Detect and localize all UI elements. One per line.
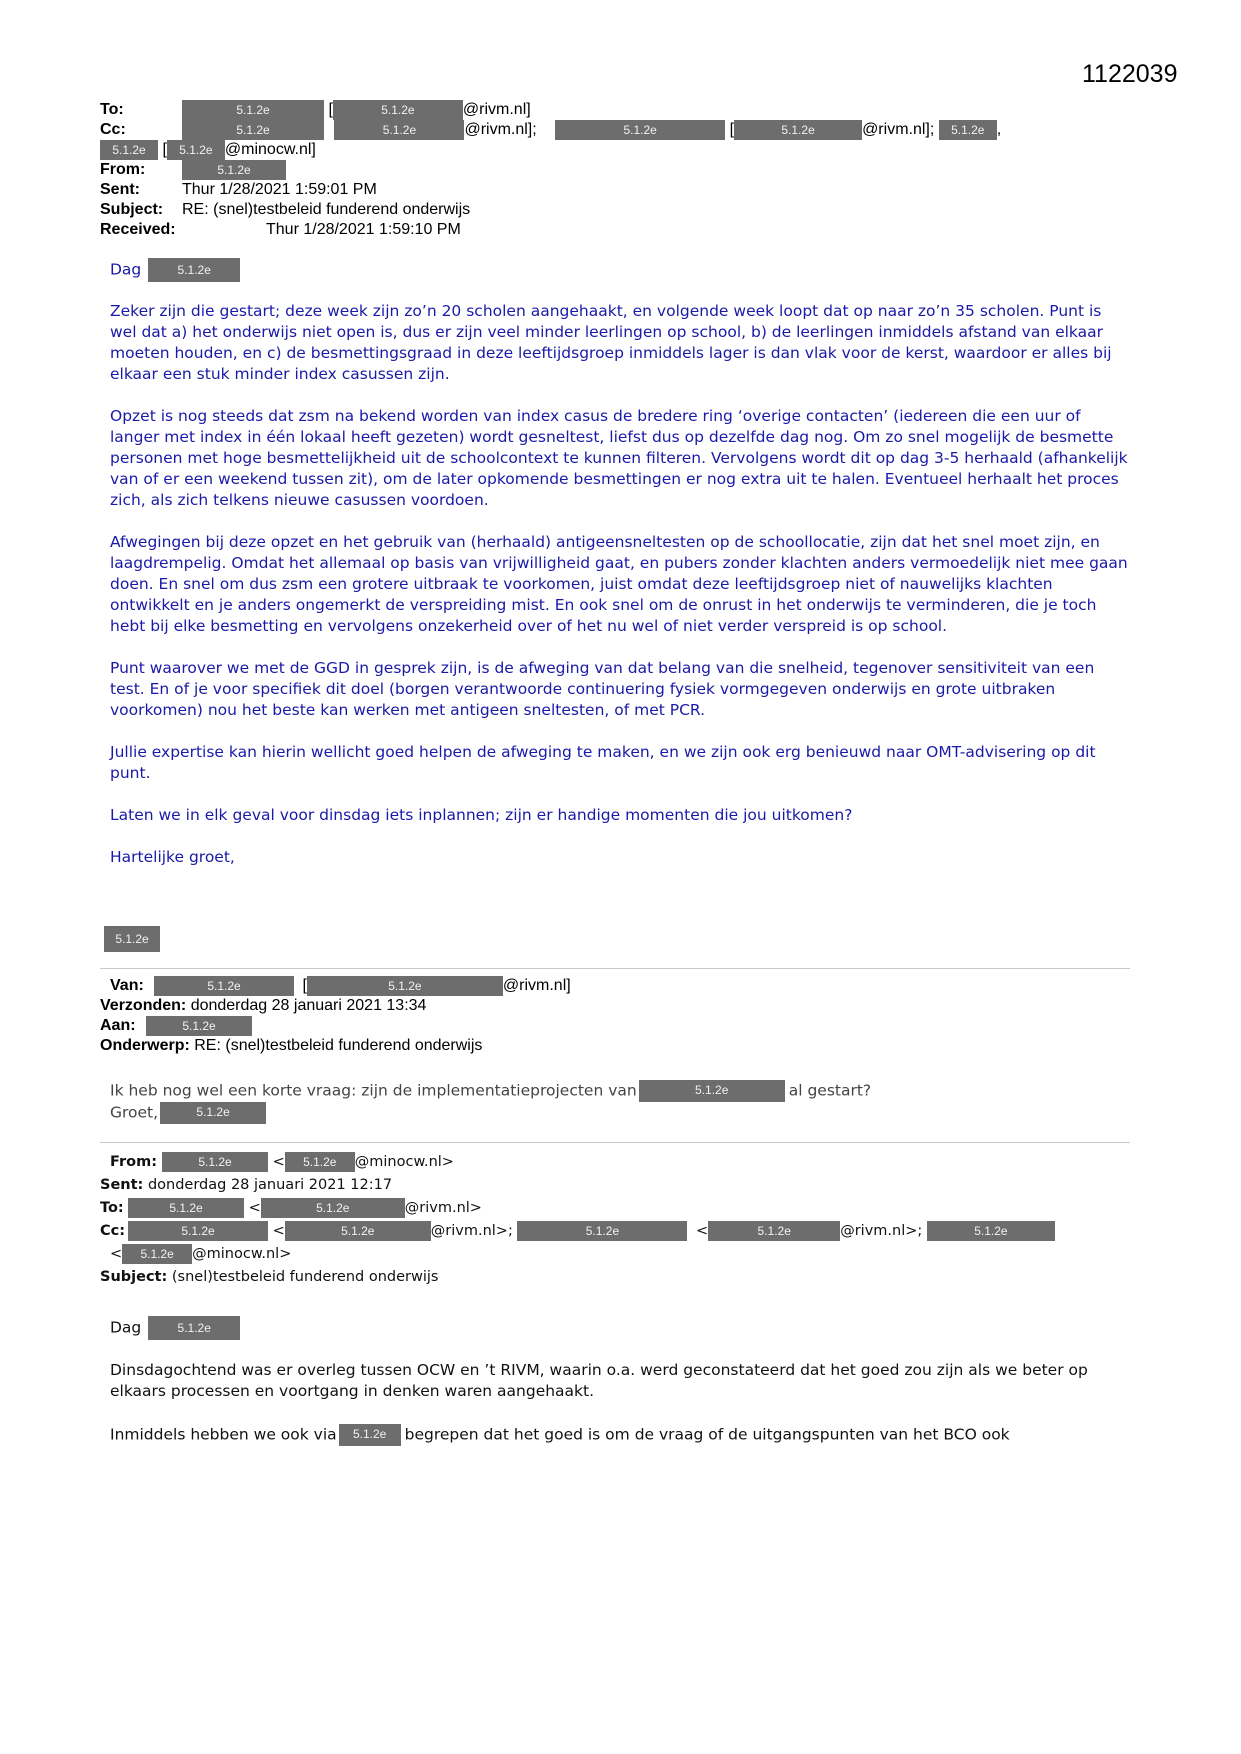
redaction: 5.1.2e <box>939 120 997 140</box>
header-received-line <box>100 220 461 240</box>
closing: Hartelijke groet, <box>110 848 235 866</box>
header3-sent-line <box>100 1175 392 1195</box>
header3-from-line <box>110 1152 454 1172</box>
sent-label: Sent: <box>100 1177 144 1193</box>
to-label: To: <box>100 1200 124 1216</box>
greeting-text: Dag <box>110 260 142 279</box>
redaction: 5.1.2e <box>160 1102 266 1124</box>
document-number: 1122039 <box>1082 60 1178 88</box>
redaction: 5.1.2e <box>708 1221 840 1241</box>
message-2-question <box>110 1080 871 1102</box>
redaction: 5.1.2e <box>927 1221 1055 1241</box>
redaction: 5.1.2e <box>167 140 225 160</box>
paragraph: Jullie expertise kan hierin wellicht goed helpen de afweging te maken, en we zijn ook erg benieuwd naar OMT-advisering op dit punt. <box>110 743 1096 782</box>
message-1-greeting <box>110 258 240 282</box>
redaction: 5.1.2e <box>555 120 725 140</box>
header-verzonden-line <box>100 996 426 1016</box>
redaction: 5.1.2e <box>100 140 158 160</box>
header3-cc-line <box>100 1221 1055 1241</box>
redaction: 5.1.2e <box>261 1198 405 1218</box>
cc-label: Cc: <box>100 1223 126 1239</box>
sent-value: Thur 1/28/2021 1:59:01 PM <box>182 181 377 198</box>
redaction: 5.1.2e <box>182 120 324 140</box>
message-3-paragraph-2 <box>110 1424 1010 1446</box>
received-value: Thur 1/28/2021 1:59:10 PM <box>266 221 461 238</box>
bracket: [ <box>162 141 167 159</box>
lt: < <box>696 1223 709 1239</box>
rivm-suffix: @rivm.nl]; <box>862 121 935 139</box>
redaction: 5.1.2e <box>122 1244 192 1264</box>
rivm-suffix: @rivm.nl] <box>462 101 531 119</box>
paragraph-text: Inmiddels hebben we ook via <box>110 1425 337 1444</box>
rivm-suffix: @rivm.nl]; <box>464 121 537 139</box>
header-from-line <box>100 160 286 180</box>
rivm-suffix: @rivm.nl>; <box>430 1223 513 1239</box>
sent-value: donderdag 28 januari 2021 12:17 <box>147 1177 393 1193</box>
verzonden-label: Verzonden: <box>100 997 187 1014</box>
minocw-suffix: @minocw.nl> <box>354 1154 454 1170</box>
groet-text: Groet, <box>110 1103 159 1122</box>
greeting-text: Dag <box>110 1318 142 1337</box>
header-cc-line-2 <box>100 140 316 160</box>
onderwerp-value: RE: (snel)testbeleid funderend onderwijs <box>194 1037 483 1054</box>
redaction: 5.1.2e <box>154 976 294 996</box>
minocw-suffix: @minocw.nl] <box>224 141 316 159</box>
header-cc-line <box>100 120 1001 140</box>
redaction: 5.1.2e <box>128 1221 268 1241</box>
minocw-suffix: @minocw.nl> <box>192 1246 292 1262</box>
redaction: 5.1.2e <box>162 1152 268 1172</box>
redaction: 5.1.2e <box>104 926 160 952</box>
redaction: 5.1.2e <box>334 120 464 140</box>
paragraph-text-end: begrepen dat het goed is om de vraag of de uitgangspunten van het BCO ook <box>404 1425 1010 1444</box>
message-3-greeting <box>110 1316 240 1340</box>
paragraph: Laten we in elk geval voor dinsdag iets inplannen; zijn er handige momenten die jou uitkomen? <box>110 806 853 824</box>
lt: < <box>248 1200 261 1216</box>
redaction: 5.1.2e <box>148 1316 240 1340</box>
divider <box>100 1142 1130 1143</box>
subject-label: Subject: <box>100 201 164 218</box>
header-aan-line <box>100 1016 252 1036</box>
lt: < <box>272 1154 285 1170</box>
paragraph: Punt waarover we met de GGD in gesprek zijn, is de afweging van dat belang van die snelheid, tegenover sensitiviteit van een test. En of je voor specifiek dit doel (borgen verantwoorde continuering fysiek vormgegeven onderwijs en grote uitbraken voorkomen) nou het beste kan werken met antigeen sneltesten, of met PCR. <box>110 659 1095 719</box>
subject-label: Subject: <box>100 1269 168 1285</box>
redaction: 5.1.2e <box>146 1016 252 1036</box>
to-label: To: <box>100 101 124 119</box>
header-van-line <box>110 976 571 996</box>
divider <box>100 968 1130 969</box>
message-2-groet <box>110 1102 266 1124</box>
question-text: Ik heb nog wel een korte vraag: zijn de implementatieprojecten van <box>110 1081 637 1100</box>
lt: < <box>110 1246 123 1262</box>
received-label: Received: <box>100 221 176 238</box>
van-label: Van: <box>110 977 144 995</box>
cc-label: Cc: <box>100 121 126 139</box>
redaction: 5.1.2e <box>182 160 286 180</box>
from-label: From: <box>100 161 146 179</box>
redaction: 5.1.2e <box>148 258 240 282</box>
paragraph: Opzet is nog steeds dat zsm na bekend worden van index casus de bredere ring ‘overige contacten’ (iedereen die een uur of langer met index in één lokaal heeft gezeten) wordt gesneltest, liefst dus op dezelfde dag nog. Om zo snel mogelijk de besmette personen met hoge besmettelijkheid uit de schoolcontext te kunnen filteren. Vervolgens wordt dit op dag 3-5 herhaald (afhankelijk van of er een weekend tussen zit), om de later opkomende besmettingen er nog extra uit te halen. Eventueel herhaalt het proces zich, als zich telkens nieuwe casussen voordoen. <box>110 407 1128 509</box>
redaction: 5.1.2e <box>517 1221 687 1241</box>
comma: , <box>996 121 1002 139</box>
rivm-suffix: @rivm.nl>; <box>840 1223 923 1239</box>
rivm-suffix: @rivm.nl] <box>502 977 571 995</box>
header-to-line <box>100 100 531 120</box>
header-subject-line <box>100 200 470 220</box>
message-1-body <box>110 301 1130 868</box>
redaction: 5.1.2e <box>285 1152 355 1172</box>
redaction: 5.1.2e <box>307 976 503 996</box>
header3-to-line <box>100 1198 482 1218</box>
paragraph: Zeker zijn die gestart; deze week zijn zo’n 20 scholen aangehaakt, en volgende week loopt dat op naar zo’n 35 scholen. Punt is wel dat a) het onderwijs niet open is, dus er zijn veel minder leerlingen op school, b) de leerlingen inmiddels afstand van elkaar moeten houden, en c) de besmettingsgraad in deze leeftijdsgroep inmiddels lager is dan vlak voor de kerst, waardoor er alles bij elkaar een stuk minder index casussen zijn. <box>110 302 1112 383</box>
redaction: 5.1.2e <box>182 100 324 120</box>
question-text-end: al gestart? <box>788 1081 872 1100</box>
lt: < <box>272 1223 285 1239</box>
bracket: [ <box>302 977 307 995</box>
header-onderwerp-line <box>100 1036 482 1056</box>
redaction: 5.1.2e <box>333 100 463 120</box>
redaction: 5.1.2e <box>128 1198 244 1218</box>
bracket: [ <box>729 121 735 139</box>
message-3-paragraph: Dinsdagochtend was er overleg tussen OCW en ’t RIVM, waarin o.a. werd geconstateerd dat het goed zou zijn als we beter op elkaars processen en voortgang in denken waren aangehaakt. <box>110 1361 1088 1400</box>
verzonden-value: donderdag 28 januari 2021 13:34 <box>190 997 427 1014</box>
onderwerp-label: Onderwerp: <box>100 1037 190 1054</box>
subject-value: (snel)testbeleid funderend onderwijs <box>171 1269 439 1285</box>
subject-value: RE: (snel)testbeleid funderend onderwijs <box>182 201 471 218</box>
redaction: 5.1.2e <box>285 1221 431 1241</box>
header3-cc-line-2 <box>110 1244 291 1264</box>
redaction: 5.1.2e <box>639 1080 785 1102</box>
header-sent-line <box>100 180 377 200</box>
header3-subject-line <box>100 1267 438 1287</box>
sent-label: Sent: <box>100 181 140 198</box>
aan-label: Aan: <box>100 1017 136 1035</box>
rivm-suffix: @rivm.nl> <box>404 1200 482 1216</box>
from-label: From: <box>110 1154 157 1170</box>
bracket: [ <box>328 101 333 119</box>
redaction: 5.1.2e <box>339 1424 401 1446</box>
signature-redaction <box>104 926 160 952</box>
paragraph: Afwegingen bij deze opzet en het gebruik van (herhaald) antigeensneltesten op de schoollocatie, zijn dat het snel moet zijn, en laagdrempelig. Omdat het allemaal op basis van vrijwilligheid gaat, en pubers zonder klachten anders vermoedelijk niet mee gaan doen. En snel om dus zsm een grotere uitbraak te voorkomen, juist omdat deze leeftijdsgroep niet of nauwelijks klachten ontwikkelt en je anders ongemerkt de verspreiding mist. En ook snel om de onrust in het onderwijs te verminderen, die je toch hebt bij elke besmetting en vervolgens onzekerheid over of het nu wel of niet verder verspreid is op school. <box>110 533 1128 635</box>
redaction: 5.1.2e <box>734 120 862 140</box>
